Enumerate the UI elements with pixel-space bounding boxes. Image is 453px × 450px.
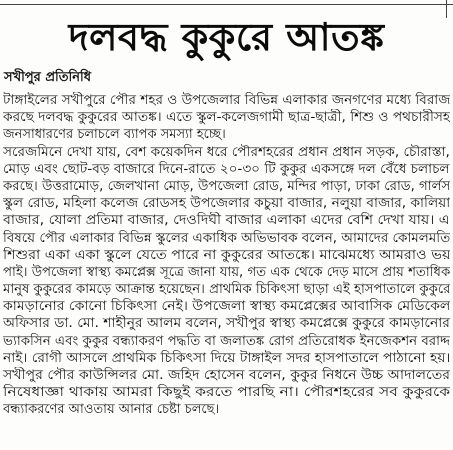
- body-line: টাঙ্গাইলের সখীপুরে পৌর শহর ও উপজেলার বিভিন্ন এলাকার জনগণের মধ্যে বিরাজ: [3, 93, 451, 108]
- body-line: সখীপুর পৌর কাউন্সিলর মো. জহিদ হোসেন বলেন, কুকুর নিধনে উচ্চ আদালতের: [3, 368, 450, 383]
- body-line: ভ্যাকসিন এবং কুকুর বন্ধ্যাকরণ পদ্ধতি বা জলাতঙ্ক রোগ প্রতিরোধক ইনজেকশন বরাদ্দ: [3, 333, 450, 349]
- article-body: [3, 92, 450, 419]
- top-rule: [0, 0, 453, 5]
- body-line: কামড়ানোর কোনো চিকিৎসা নেই। উপজেলা স্বাস্থ্য কমপ্লেক্সের আবাসিক মেডিকেল: [3, 299, 450, 315]
- body-line: করছে দলবদ্ধ কুকুরের আতঙ্ক। এতে স্কুল-কলেজগামী ছাত্র-ছাত্রী, শিশু ও পথচারীসহ: [3, 110, 450, 126]
- body-line: স্কুল রোড, মহিলা কলেজ রোডসহ উপজেলার কচুয়া বাজার, নলুয়া বাজার, কালিয়া: [3, 196, 450, 212]
- body-line: পাই। উপজেলা স্বাস্থ্য কমপ্লেক্স সূত্রে জানা যায়, গত এক থেকে দেড় মাসে প্রায় শতাধিক: [3, 264, 450, 280]
- body-line: শিশুরা একা একা স্কুলে যেতে পারে না কুকুরের আতঙ্কে। মাঝেমধ্যে আমরাও ভয়: [3, 247, 451, 263]
- byline: সখীপুর প্রতিনিধি: [4, 70, 92, 85]
- body-line: মানুষ কুকুরের কামড়ে আক্রান্ত হয়েছেন। প্রাথমিক চিকিৎসা ছাড়া এই হাসপাতালে কুকুরে: [3, 282, 450, 298]
- body-line: করছে। উত্তরামোড়, জেলখানা মোড়, উপজেলা রোড, মন্দির পাড়া, ঢাকা রোড, গার্লস: [3, 178, 451, 194]
- body-line: নিষেধাজ্ঞা থাকায় আমরা কিছুই করতে পারছি না। পৌরশহরের সব কুকুরকে: [3, 385, 450, 401]
- body-line: বন্ধ্যাকরণের আওতায় আনার চেষ্টা চলছে।: [3, 402, 220, 418]
- body-line: অফিসার ডা. মো. শাহীনুর আলম বলেন, সখীপুর স্বাস্থ্য কমপ্লেক্সে কুকুরে কামড়ানোর: [3, 316, 450, 332]
- body-line: জনসাধারণের চলাচলে ব্যাপক সমস্যা হচ্ছে।: [3, 127, 226, 143]
- body-line: বিষয়ে পৌর এলাকার বিভিন্ন স্কুলের একাধিক অভিভাবক বলেন, আমাদের কোমলমতি: [3, 230, 450, 246]
- body-line: বাজার, যোলা প্রতিমা বাজার, দেওদিঘী বাজার এলাকা এদের বেশি দেখা যায়। এ: [3, 213, 450, 229]
- headline: দলবদ্ধ কুকুরে আতঙ্ক: [68, 15, 385, 59]
- body-line: সরেজমিনে দেখা যায়, বেশ কয়েকদিন ধরে পৌরশহরের প্রধান প্রধান সড়ক, চৌরাস্তা,: [3, 144, 450, 160]
- body-line: নাই। রোগী আসলে প্রাথমিক চিকিৎসা দিয়ে টাঙ্গাইল সদর হাসপাতালে পাঠানো হয়।: [3, 350, 451, 366]
- body-line: মোড় এবং ছোট-বড় বাজারে দিনে-রাতে ২০-৩০ টি কুকুর একসঙ্গে দল বেঁধে চলাচল: [3, 161, 450, 177]
